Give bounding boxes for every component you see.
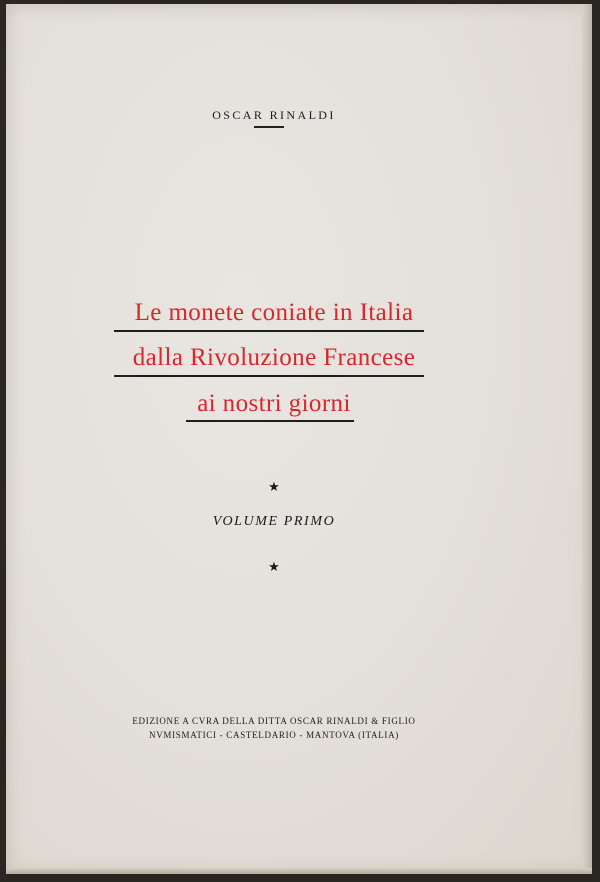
- page-edge-right: [582, 4, 592, 874]
- title-line-2: dalla Rivoluzione Francese: [132, 344, 416, 371]
- title-rule-1: [114, 330, 424, 332]
- book-cover: [6, 4, 592, 874]
- star-icon: ★: [268, 559, 280, 574]
- title-line-3: ai nostri giorni: [197, 390, 351, 417]
- title-rule-2: [114, 375, 424, 377]
- imprint-line-2: NVMISMATICI - CASTELDARIO - MANTOVA (ITALIA): [149, 730, 399, 740]
- page-edge-bottom: [6, 868, 592, 874]
- imprint-line-1: EDIZIONE A CVRA DELLA DITTA OSCAR RINALDI & FIGLIO: [132, 716, 416, 726]
- author-rule: [254, 126, 284, 128]
- title-line-1: Le monete coniate in Italia: [134, 299, 414, 326]
- volume-label: VOLUME PRIMO: [212, 514, 336, 529]
- star-icon: ★: [268, 479, 280, 494]
- title-rule-3: [186, 420, 354, 422]
- author-name: OSCAR RINALDI: [212, 108, 336, 122]
